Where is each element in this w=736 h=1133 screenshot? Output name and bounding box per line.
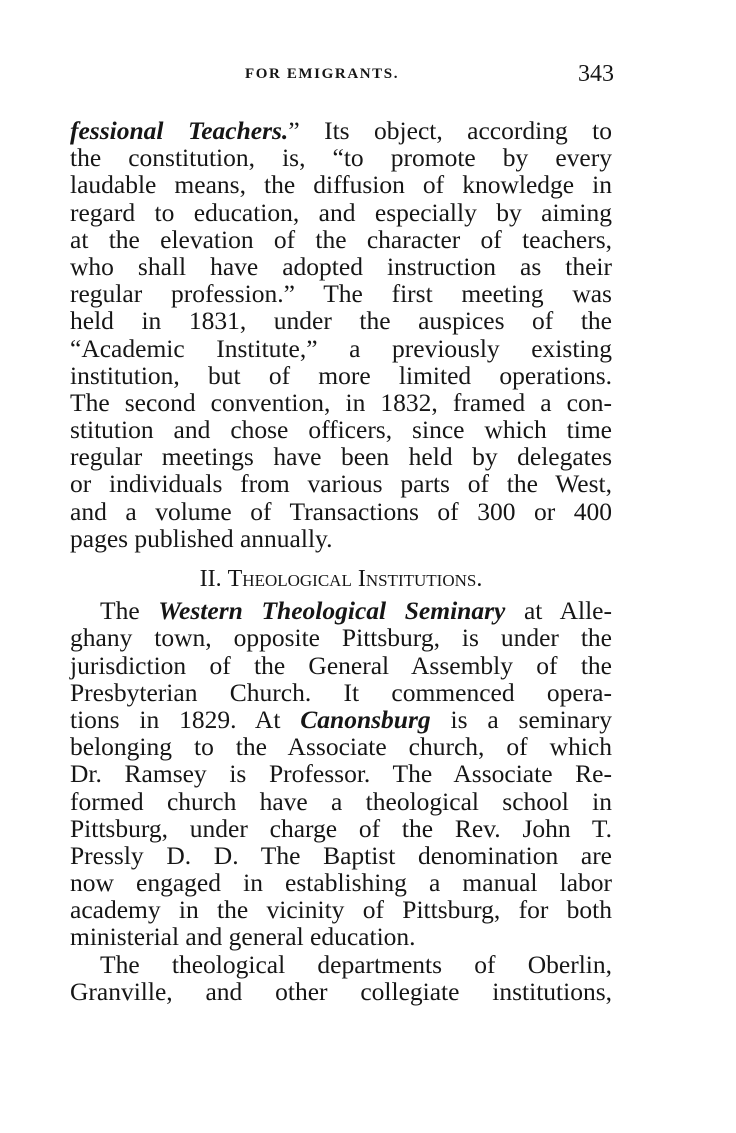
italic-phrase: fessional Teachers.: [70, 116, 289, 145]
page-body: [70, 117, 612, 1005]
text-line: now engaged in establishing a manual labor: [70, 868, 612, 898]
paragraph-theological-departments: [70, 951, 612, 1005]
text-line: ministerial and general education.: [70, 922, 416, 952]
text-line: laudable means, the diffusion of knowledge in: [70, 170, 612, 200]
text-line: the constitution, is, “to promote by every: [70, 143, 612, 173]
text-line: academy in the vicinity of Pittsburg, for both: [70, 895, 612, 925]
text-line: tions in 1829. At Canonsburg is a seminary: [70, 704, 612, 734]
text-line: stitution and chose officers, since which time: [70, 415, 612, 445]
text-line: Pittsburg, under charge of the Rev. John T.: [70, 813, 612, 843]
text-line: or individuals from various parts of the West,: [70, 469, 612, 499]
text-line: institution, but of more limited operations.: [70, 360, 612, 390]
text-line: Presbyterian Church. It commenced opera-: [70, 677, 612, 707]
text-line: belonging to the Associate church, of which: [70, 732, 612, 762]
text-line: at the elevation of the character of teachers,: [70, 224, 612, 254]
text-line: and a volume of Transactions of 300 or 400: [70, 496, 612, 526]
text-line: formed church have a theological school in: [70, 786, 612, 816]
text-line: Granville, and other collegiate institutions,: [70, 976, 612, 1006]
text-line: The Western Theological Seminary at Alle-: [100, 596, 612, 626]
section-numeral: II.: [199, 566, 222, 592]
paragraph-theological-seminaries: [70, 597, 612, 950]
section-heading: [70, 566, 612, 593]
text-line: Dr. Ramsey is Professor. The Associate Re-: [70, 759, 612, 789]
text-line: Pressly D. D. The Baptist denomination are: [70, 840, 612, 870]
text-line: The theological departments of Oberlin,: [100, 949, 612, 979]
italic-phrase: Western Theological Seminary: [158, 596, 506, 626]
text-line: regular meetings have been held by delegates: [70, 442, 612, 472]
text-line: jurisdiction of the General Assembly of the: [70, 650, 612, 680]
text-line: who shall have adopted instruction as their: [70, 251, 612, 281]
text-line: regard to education, and especially by aiming: [70, 197, 612, 227]
page-number: 343: [578, 61, 614, 87]
running-head: FOR EMIGRANTS.: [245, 66, 400, 82]
text-line: The second convention, in 1832, framed a con-: [70, 387, 612, 417]
text-line: pages published annually.: [70, 523, 333, 553]
text-line: ghany town, opposite Pittsburg, is under the: [70, 623, 612, 653]
paragraph-teachers-association: [70, 117, 612, 552]
text-line: regular profession.” The first meeting was: [70, 279, 612, 309]
page-header: [70, 61, 614, 96]
italic-phrase: Canonsburg: [300, 704, 431, 734]
text-line: fessional Teachers.” Its object, according to: [70, 116, 612, 145]
text-line: “Academic Institute,” a previously existing: [70, 333, 612, 363]
text-line: held in 1831, under the auspices of the: [70, 306, 612, 336]
section-title: Theological Institutions.: [227, 566, 483, 592]
